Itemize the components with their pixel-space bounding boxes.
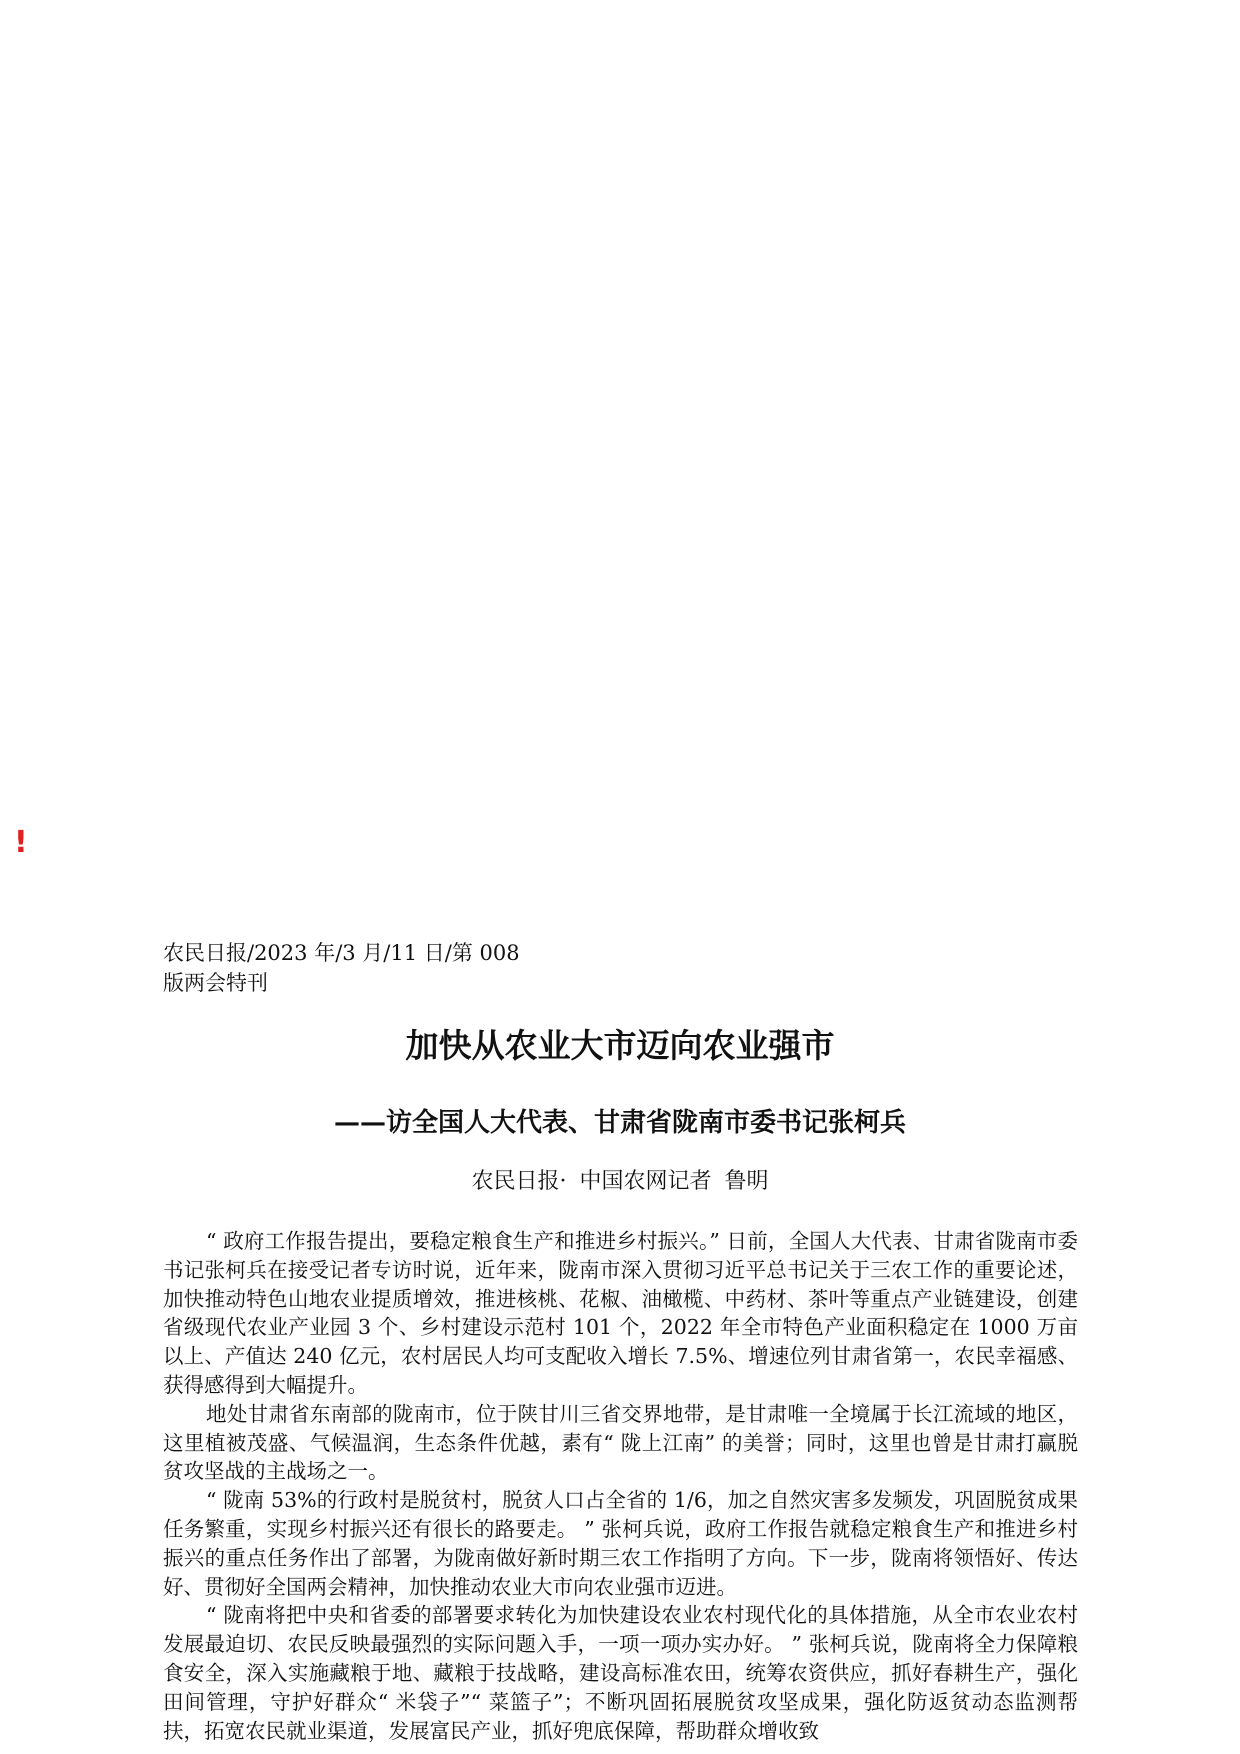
source-line-2: 版两会特刊 — [163, 971, 268, 995]
article-title: 加快从农业大市迈向农业强市 — [405, 1026, 835, 1065]
article-body — [163, 1227, 1078, 1745]
paragraph-4: “ 陇南将把中央和省委的部署要求转化为加快建设农业农村现代化的具体措施，从全市农业农村发展最迫切、农民反映最强烈的实际问题入手，一项一项办实办好。 ” 张柯兵说，陇南将全力保障粮食安全，深入实施藏粮于地、藏粮于技战略，建设高标准农田，统筹农资供应，抓好春耕生产，强化田间管理，守护好群众“ 米袋子”“ 菜篮子”；不断巩固拓展脱贫攻坚成果，强化防返贫动态监测帮扶，拓宽农民就业渠道，发展富民产业，抓好兜底保障，帮助群众增收致 — [163, 1603, 1078, 1743]
article-subtitle: ——访全国人大代表、甘肃省陇南市委书记张柯兵 — [333, 1108, 906, 1138]
paragraph-2: 地处甘肃省东南部的陇南市，位于陕甘川三省交界地带，是甘肃唯一全境属于长江流域的地区，这里植被茂盛、气候温润，生态条件优越，素有“ 陇上江南” 的美誉；同时，这里也曾是甘肃打赢脱贫攻坚战的主战场之一。 — [163, 1401, 1078, 1484]
paragraph-3: “ 陇南 53%的行政村是脱贫村，脱贫人口占全省的 1/6，加之自然灾害多发频发，巩固脱贫成果任务繁重，实现乡村振兴还有很长的路要走。 ” 张柯兵说，政府工作报告就稳定粮食生产和推进乡村振兴的重点任务作出了部署，为陇南做好新时期三农工作指明了方向。下一步，陇南将领悟好、传达好、贯彻好全国两会精神，加快推动农业大市向农业强市迈进。 — [163, 1488, 1078, 1599]
source-line-1: 农民日报/2023 年/3 月/11 日/第 008 — [163, 941, 520, 965]
article-byline: 农民日报· 中国农网记者 鲁明 — [471, 1169, 769, 1194]
red-exclamation-mark: ! — [14, 825, 28, 860]
source-citation — [163, 938, 520, 998]
paragraph-1: “ 政府工作报告提出，要稳定粮食生产和推进乡村振兴。” 日前，全国人大代表、甘肃省陇南市委书记张柯兵在接受记者专访时说，近年来，陇南市深入贯彻习近平总书记关于三农工作的重要论述，加快推动特色山地农业提质增效，推进核桃、花椒、油橄榄、中药材、茶叶等重点产业链建设，创建省级现代农业产业园 3 个、乡村建设示范村 101 个，2022 年全市特色产业面积稳定在 1000 万亩以上、产值达 240 亿元，农村居民人均可支配收入增长 7.5%、增速位列甘肃省第一，农民幸福感、获得感得到大幅提升。 — [163, 1229, 1078, 1397]
